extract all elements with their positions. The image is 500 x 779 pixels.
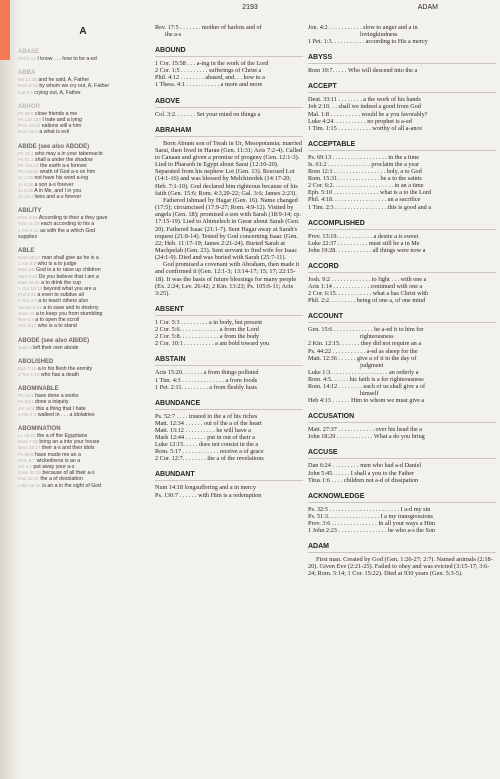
entry-line: Mal. 1:8 . . . . . . . . . . would he a you favorably? [308,110,428,118]
entry-text: wickedness is an a [36,457,81,464]
entry-line: Jon. 4:2 . . . . . . . . . . . slow to anger and a in [308,24,418,31]
heading-rule [308,92,496,93]
entry-text: because of all their a-s [42,470,95,477]
keyword-heading: ABASE [18,49,40,55]
entry-line: Luke 22:37 . . . . . . . . . . must still be a in Me [308,239,420,247]
entry-heading: ACCOMPLISHED [308,219,365,227]
spacer [18,351,148,356]
spacer [155,89,303,97]
spacer [308,534,496,542]
biography-paragraph: Fathered Ishmael by Hagar (Gen. 16). Name changed (17:5); circumcised (17:9-27; Rom. 4:9-12). Visited by angels (Gen. 18); promised a son with Sarah (18:9-14; cp. 17:15-19). Lied to Abimelech in Gerar about Sarah (Gen. 20). Fathered Isaac (21:1-7). Sent Hagar away at Sarah's request (21:8-14). Tested by God concerning Isaac (Gen. 22; Heb. 11:17-19; James 2:21-24). Buried Sarah at Machpelah (Gen. 23). Sent servant to find wife for Isaac (24:1-9). Died and was buried with Sarah (25:7-11). [155,196,302,262]
entry-line: Rom. 14:12 . . . . . . . . each of us shall give a of [308,383,426,390]
keyword-heading: ABLE [18,248,35,255]
heading-rule [308,458,496,459]
entry-line: Eph. 5:10 . . . . . . . . . . . . . . . what is a to the Lord [308,189,432,197]
entry-line: 1 Tim. 2:3 . . . . . . . . . . . . . . . . . this is good and a [308,203,432,211]
entry-reference: 2 Tim 1:10 [18,371,40,377]
entry-reference: Jer 44:4 [18,405,35,411]
entry-heading: ACCUSE [308,449,338,457]
spacer [18,62,148,67]
spacer [18,240,148,245]
entry-heading: ACCORD [308,262,339,270]
entry-line: righteousness [360,333,394,341]
spacer [155,347,303,355]
heading-rule [308,150,496,151]
entry-line: Heb 4:13 . . . . . . Him to whom we must give a [308,397,425,405]
spacer [155,118,303,126]
entry-text: shall a under the shadow [35,156,93,163]
entry-line: the a-s [165,31,182,39]
biography-paragraph: God promised a covenant with Abraham, then made it and confirmed it (Gen. 12:1-3; 13:14-17; 15; 17; 22:15-18). It was the basis of future blessings for many people (Ex. 2:24; Lev. 26:42; 2 Kin. 13:23; Ps. 105:6-11; Acts 3:25). [155,261,300,297]
spacer [155,297,303,305]
entry-heading: ACCEPTABLE [308,140,356,148]
entry-reference: Rev 5:3 [18,317,34,323]
entry-text: man shall give as he is a [41,255,99,262]
entry-reference: Rom 8:15 [18,83,38,89]
entry-line: Mark 12:44 . . . . . . . put in out of their a [155,434,255,442]
entry-line: Is. 61:2 . . . . . . . . . . . . . . proclaim the a year [308,160,420,168]
concordance-column-1 [18,20,148,772]
entry-line: Ps. 69:13 . . . . . . . . . . . . . . . . . . in the a time [308,153,420,161]
heading-rule [308,422,496,423]
entry-text: a what is evil [39,129,70,136]
entry-reference: James 4:12 [18,304,42,310]
entry-line: Josh. 9:2 . . . . . . . . . . . . . to fight . . . with one a [308,275,427,283]
entry-line: Acts 1:14 . . . . . . . . . . . . continued with one a [308,282,423,290]
biography-paragraph: Born Abram son of Terah in Ur, Mesopotamia; married Sarai, then lived in Haran (Gen. 11:31; Acts 7:2-4). Called to Canaan and given a promise of progeny (Gen. 12:1-3). Lied to Pharaoh in Egypt about Sarai (12:10-20). Separated from his nephew Lot (Gen. 13). Rescued Lot (14:1-16) and was blessed by Melchizedek (14:17-20; Heb. 7:1-10). God declared him righteous because of his faith (Gen. 15:6; Rom. 4:3,20-22; Gal. 3:6; James 2:23). [155,139,303,197]
entry-heading: ABUNDANT [155,471,195,479]
entry-reference: Jude 24 [18,310,35,316]
entry-reference: Jn 3:36 [18,175,34,181]
spacer [308,74,496,82]
entry-line: Acts 15:20. . . . . . . a from things polluted [155,369,259,377]
spacer [308,404,496,412]
entry-text: this a thing that I hate [36,405,86,412]
heading-rule [155,480,303,481]
entry-reference: 2 Tim 2:2 [18,298,37,304]
entry-text: a in his flesh the enmity [37,365,93,372]
heading-rule [308,229,496,230]
entry-reference: Prov 8:7 [18,457,36,463]
entry-heading: ABYSS [308,54,333,62]
entry-reference: Ps 88:8 [18,451,34,457]
heading-rule [155,365,303,366]
heading-rule [155,409,303,410]
entry-reference: Jn 15:4 [18,194,34,200]
entry-line: Col. 3:2. . . . . . . Set your mind on things a [155,110,261,118]
entry-line: Matt. 13:12 . . . . . . . . . . he will have a [155,426,251,434]
entry-text: supplies [18,233,38,240]
entry-heading: ABSTAIN [155,356,186,364]
keyword-heading: ABILITY [18,208,42,215]
heading-rule [155,136,303,137]
spacer [308,304,496,312]
heading-rule [155,56,303,57]
entry-line: 2 Cor. 5:6. . . . . . . . . . . . . a from the Lord [155,326,259,334]
entry-line: John 5:45. . . . . . I shall a you to the Father [308,469,415,477]
entry-line: John 19:28. . . . . . . . . . . . all things were now a [308,246,426,254]
entry-reference: Lv 18:22 [18,432,36,438]
entry-line: 2 Cor. 1:5 . . . . . . . . . sufferings of Christ a [155,67,262,75]
keyword-heading: ABOMINATION [18,425,61,432]
entry-line: 1 Tim. 1:15 . . . . . . . . . . . worthy of all a-ance [308,124,422,132]
entry-reference: Phil 4:12 [18,56,36,61]
entry-line: Phil. 4:12 . . . . . . . . abased, and. . . how to a [155,74,265,82]
spacer [18,330,148,335]
spacer [155,38,303,46]
entry-text: lives and a-s forever [34,194,82,201]
spacer [18,200,148,205]
section-letter: A [79,26,87,37]
entry-text: I hate and a lying [42,117,82,124]
entry-line: 2 Cor. 6:2. . . . . . . . . . . . . . . . . . . . in an a time [308,182,424,190]
keyword-heading: ABOMINABLE [18,386,59,393]
entry-text: have done a works [35,393,79,400]
entry-reference: Ps 119:163 [18,117,41,123]
heading-rule [308,552,496,553]
entry-line: Rev. 17:5 . . . . . . . mother of harlots and of [155,24,262,31]
entry-text: a to teach others also [38,298,88,305]
entry-reference: Deut 29:17 [18,445,41,451]
entry-text: have made me an a [35,451,81,458]
entry-reference: 1 Kin 3:9 [18,261,37,267]
entry-reference: Ps 104:13 [18,163,39,169]
entry-reference: 1 Pet 4:3 [18,411,37,417]
entry-text: close friends a me [35,110,78,117]
entry-heading: ACCEPT [308,83,337,91]
entry-text: who has a death [40,371,79,378]
spacer [18,136,148,141]
entry-text: is an a in the sight of God [42,482,102,489]
heading-rule [308,322,496,323]
entry-text: who is a to stand [37,323,77,330]
entry-text: beyond what you are a [43,286,96,293]
entry-line: Luke 12:15. . . . . does not consist in the a [155,441,259,449]
entry-line: Rom. 5:17 . . . . . . . . . . . . receive a of grace [155,448,264,456]
entry-text: I know . . . how to be a-ed [37,56,97,62]
entry-text: by whom we cry out, A, Father [39,83,110,90]
entry-line: 1 Tim. 4:3 . . . . . . . . . . . . . . a from foods [155,376,258,384]
entry-heading: ACCUSATION [308,413,355,421]
entry-line: Rom 12:1 . . . . . . . . . . . . . . . . . holy, a to God [308,168,422,176]
entry-reference: Eph 2:15 [18,365,37,371]
entry-heading: ABOUND [155,47,186,55]
spacer [308,211,496,219]
entry-line: Ps. 51:3. . . . . . . . . . . . . . . . . I a my transgressions [308,512,433,520]
keyword-heading: ABBA [18,70,36,77]
heading-rule [308,63,496,64]
entry-text: Do you believe that I am a [38,273,99,280]
entry-heading: ADAM [308,543,329,551]
keyword-heading: ABHOR [18,103,40,110]
entry-line: Job 2:10. . . shall we indeed a good from God [308,103,421,111]
entry-text: the earth a-s forever [40,163,87,170]
entry-reference: Rom 12:9 [18,129,38,135]
entry-text: who may a in your tabernacle [35,150,103,157]
spacer [18,418,148,423]
entry-reference: Acts 11:29 [18,221,40,227]
entry-reference: Deut 16:17 [18,255,41,261]
entry-line: 1 Pet. 1:3. . . . . . . . . . . according to His a mercy [308,38,428,46]
entry-line: 1 John 2:23 . . . . . . . . . . . . . . . . he who a-s the Son [308,527,436,535]
entry-text: and he said, A, Father [38,77,90,84]
entry-line: Luke 4:24. . . . . . . . . . . no prophet is a-ed [308,117,412,125]
spacer [18,96,148,101]
entry-reference: 1 Cor 10:13 [18,286,43,292]
entry-line: Phil. 4:18. . . . . . . . . . . . . . . . . . an a sacrifice [308,196,421,204]
entry-reference: Ps 14:1 [18,393,34,399]
page-fold-shadow [0,0,20,779]
entry-text: a to keep you from stumbling [35,310,103,317]
entry-text: God is a to raise up children [36,267,101,274]
entry-line: Prov. 3:6 . . . . . . . . . . . . . . . In all your ways a Him [308,519,436,527]
keyword-heading: ABODE (see also ABIDE) [18,337,90,344]
entry-text: crying out, A, Father [34,89,81,96]
spacer [18,489,148,494]
entry-line: John 18:29 . . . . . . . . . . . . What a do you bring [308,433,425,441]
entry-reference: Matt 3:9 [18,267,35,273]
entry-heading: ABSENT [155,306,184,314]
entry-text: as with the a which God [40,227,96,234]
entry-reference: Jn 5:38 [18,181,34,187]
entry-reference: Dan 12:11 [18,476,39,482]
entry-reference: Ps 15:1 [18,150,34,156]
heading-rule [308,502,496,503]
keyword-heading: ABOLISHED [18,358,54,365]
entry-text: a son a-s forever [34,181,74,188]
keyword-heading: ABIDE (see also ABODE) [18,143,90,150]
entry-line: 1 Thess. 4:1 . . . . . . . . . . . a more and more [155,81,263,89]
entry-line: judgment [360,361,384,369]
page-number: 2193 [242,4,258,11]
entry-line: Luke 1:3. . . . . . . . . . . . . . . . . . . an orderly a [308,368,419,376]
entry-text: bring an a into your house [39,439,100,446]
spacer [308,132,496,140]
spacer [308,440,496,448]
spacer [308,484,496,492]
heading-rule [155,315,303,316]
entry-text: a even to subdue all [37,292,84,299]
entry-reference: Ps 119:90 [18,169,39,175]
entry-line: 2 Cor. 10:1 . . . . . . . . . . a am bold toward you [155,340,270,348]
spacer [308,45,496,53]
spacer [155,391,303,399]
entry-line: 2 Cor. 12:7. . . . . . . . the a of the revelations [155,455,264,463]
entry-heading: ABRAHAM [155,126,192,134]
entry-reference: Luke 16:15 [18,482,41,488]
entry-line: Dan 6:24 . . . . . . . . . men who had a-d Daniel [308,462,422,470]
entry-reference: Mk 14:36 [18,77,37,83]
entry-text: a to drink the cup [41,279,81,286]
concordance-column-2 [155,24,303,776]
entry-reference: Deut 7:26 [18,439,38,445]
entry-reference: Ps 91:1 [18,156,34,162]
entry-line: 2 Kin. 12:15. . . . . . . they did not require an a [308,340,422,348]
entry-line: Prov. 13:19. . . . . . . . . . . . a desire a is sweet [308,232,419,240]
entry-line: lovingkindness [360,31,398,39]
entry-text: wrath of God a-s on him [39,169,96,176]
entry-text: not have his word a-ing [34,175,89,182]
entry-line: 2 Cor. 6:15. . . . . . . . . . . . what a has Christ with [308,290,429,298]
entry-line: Titus 1:6 . . . . children not a-d of dissipation [308,476,419,484]
entry-heading: ABOVE [155,97,180,105]
entry-reference: Ezek 33:29 [18,470,41,476]
entry-heading: ABUNDANCE [155,399,201,407]
spacer [18,378,148,383]
entry-reference: Rev 6:17 [18,323,37,329]
entry-reference: Jude 6 [18,344,32,350]
spacer [155,462,303,470]
entry-line: 2 Cor. 5:8. . . . . . . . . . . . . a from the body [155,333,260,341]
entry-reference: Jer 4:1 [18,463,33,469]
entry-line: Rom 10:7. . . . . Who will descend into the a [308,67,418,75]
entry-line: 1 Cor. 15:58 . . . a-ing in the work of the Lord [155,60,269,68]
entry-line: Rom. 15:31. . . . . . . . . . . . . . be a to the saints [308,175,422,183]
entry-reference: Phil 3:21 [18,292,36,298]
entry-heading: ACKNOWLEDGE [308,492,365,500]
entry-reference: Prov 24:24 [18,123,41,129]
entry-text: A in Me, and I in you [34,187,82,194]
spacer [308,254,496,262]
heading-rule [155,107,303,108]
entry-text: put away your a-s [33,463,75,470]
entry-line: Ps. 52:7 . . . . trusted in the a of his riches [155,412,258,420]
entry-reference: Matt 9:28 [18,273,38,279]
entry-reference: Gal 4:6 [18,89,33,95]
entry-heading: ACCOUNT [308,313,343,321]
entry-reference: Jn 8:35 [18,187,34,193]
entry-text: who is a to judge [37,261,77,268]
entry-text: the a of the Egyptians [37,432,88,439]
entry-text: the a of desolation [40,476,83,483]
entry-text: left their own abode [33,344,79,351]
entry-line: Rom. 4:5. . . . . . his faith is a for righteousness [308,375,424,383]
heading-rule [308,272,496,273]
entry-line: Ps. 44:22 . . . . . . . . . . . a-ed as sheep for the [308,347,418,355]
entry-reference: Ezra 2:69 [18,215,38,221]
entry-text: each according to his a [40,221,95,228]
entry-text: their a-s and their idols [41,445,95,452]
entry-line: Num 14:18 longsuffering and a in mercy [155,484,256,492]
entry-text: a to open the scroll [35,317,80,324]
entry-reference: 1 Pet 4:11 [18,227,39,233]
entry-line: Matt. 27:37 . . . . . . . . . . . . over his head the a [308,426,422,434]
entry-text: done a iniquity [35,399,69,406]
entry-reference: Ps 53:1 [18,399,34,405]
entry-line: himself [360,390,379,398]
running-head: ADAM [417,4,438,11]
entry-line: Ps. 32:5 . . . . . . . . . . . . . . . . . . . . . . . I a-d my sin [308,505,431,513]
entry-reference: Ps 88:8 [18,110,34,116]
entry-line: Gen. 15:6 . . . . . . . . . . . . . he a-ed it to him for [308,326,424,334]
entry-reference: Matt 20:22 [18,279,40,285]
biography-paragraph: First man. Created by God (Gen. 1:26-27; 2:7). Named animals (2:18-20). Given Eve (2:21-25). Failed to obey and was evicted (3:15-17; 3:6-24; Rom. 5:14; 1 Cor. 15:22). Died at 930 years (Gen. 5:3-5). [308,556,493,578]
entry-text: a to save and to destroy [43,304,99,311]
entry-line: Deut. 33:11 . . . . . . . . a the work of his hands [308,96,421,104]
entry-text: According to their a they gave [38,215,108,222]
concordance-column-3 [308,24,496,776]
entry-line: Matt. 12:34 . . . . . . out of the a of the heart [155,419,262,427]
entry-text: nations will a him [41,123,82,130]
entry-line: Phil. 2:2. . . . . . . . . being of one a, of one mind [308,297,426,305]
entry-line: Ps. 130:7 . . . . . . with Him is a redemption [155,491,262,499]
entry-text: walked in . . . a idolatries [37,411,95,418]
entry-line: 1 Pet. 2:11. . . . . . . . . a from fleshly lusts [155,383,257,391]
entry-line: Matt. 12:36 . . . . . . give a of it in the day of [308,354,417,362]
entry-line: 1 Cor. 5:3 . . . . . . . . . a in body, but present [155,319,263,327]
